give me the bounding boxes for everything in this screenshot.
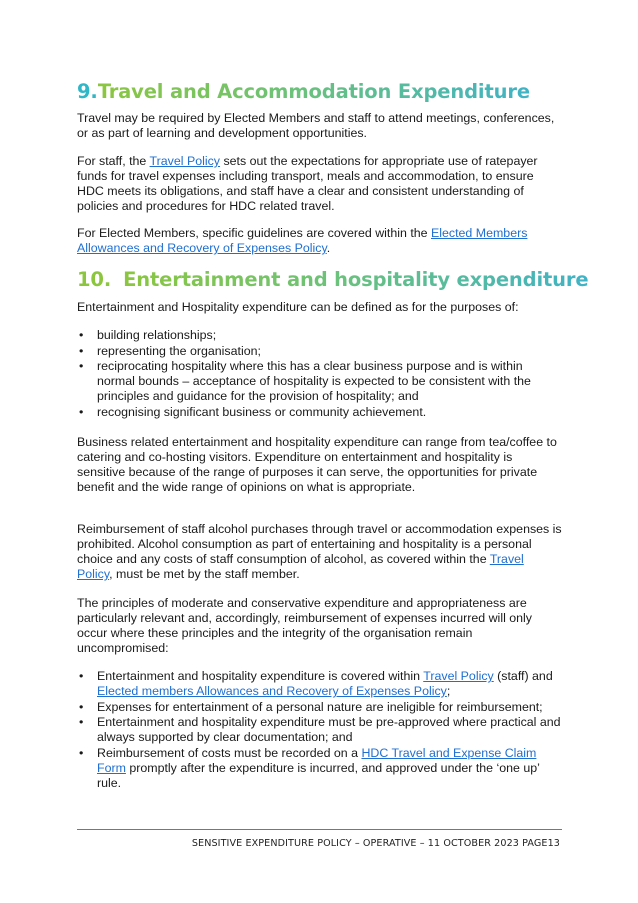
section-10-title: Entertainment and hospitality expenditure: [123, 268, 589, 291]
text-run: Entertainment and hospitality expenditure is covered within: [97, 669, 424, 683]
list-item: • reciprocating hospitality where this has a clear business purpose and is within normal bounds – acceptance of hospitality is expected to be consistent with the principles and guidance for the provision of hospitality; and: [77, 359, 562, 404]
list-item: • Expenses for entertainment of a personal nature are ineligible for reimbursement;: [77, 700, 562, 715]
section-9-paragraph-3: [77, 226, 562, 256]
text-run: ;: [446, 684, 451, 698]
section-9-paragraph-2: [77, 154, 562, 214]
principles-paragraph: The principles of moderate and conservative expenditure and appropriateness are particularly relevant and, accordingly, reimbursement of expenses incurred will only occur where these principles and the integrity of the organisation remain uncompromised:: [77, 596, 532, 655]
text-run: For Elected Members, specific guidelines are covered within the: [77, 226, 431, 240]
list-item: • building relationships;: [77, 328, 562, 343]
elected-members-policy-link[interactable]: Elected Members Allowances and Recovery of Expenses Policy: [77, 226, 528, 255]
travel-policy-link[interactable]: Travel Policy: [77, 552, 524, 581]
text-run: Reimbursement of costs must be recorded on a: [97, 745, 362, 760]
text-run: promptly after the expenditure is incurred, and approved under the ‘one up’ rule.: [97, 760, 540, 790]
section-10-intro: Entertainment and Hospitality expenditure can be defined as for the purposes of:: [77, 300, 519, 314]
text-run: For staff, the: [77, 154, 150, 168]
list-item: [77, 669, 562, 699]
business-paragraph: Business related entertainment and hospitality expenditure can range from tea/coffee to catering and co-hosting visitors. Expenditure on entertainment and hospitality is sensitive because of the range of purposes it can serve, the opportunities for private benefit and the wide range of opinions on what is appropriate.: [77, 435, 557, 494]
list-item: [77, 746, 562, 791]
claim-form-link[interactable]: HDC Travel and Expense Claim Form: [97, 745, 537, 775]
section-9-paragraph-1: Travel may be required by Elected Members and staff to attend meetings, conferences, or as part of learning and development opportunities.: [77, 111, 555, 140]
travel-policy-link[interactable]: Travel Policy: [423, 669, 494, 683]
text-run: , must be met by the staff member.: [109, 567, 300, 581]
footer-divider: [77, 829, 562, 830]
section-9-number: 9.: [77, 80, 98, 103]
text-run: sets out the expectations for appropriate use of ratepayer funds for travel expenses including transport, meals and accommodation, to ensure HDC meets its obligations, and staff have a clear and consistent understanding of policies and procedures for HDC related travel.: [77, 154, 538, 213]
section-10-heading: [77, 268, 588, 291]
list-item: • recognising significant business or community achievement.: [77, 405, 562, 420]
page-footer: SENSITIVE EXPENDITURE POLICY – OPERATIVE – 11 OCTOBER 2023 PAGE13: [191, 838, 560, 849]
list-item: • representing the organisation;: [77, 344, 562, 359]
travel-policy-link[interactable]: Travel Policy: [149, 154, 221, 168]
purposes-list: [77, 328, 562, 420]
section-9-title: Travel and Accommodation Expenditure: [97, 80, 530, 103]
elected-members-policy-link[interactable]: Elected members Allowances and Recovery of Expenses Policy: [97, 684, 447, 698]
text-run: (staff) and: [493, 669, 553, 683]
section-9-heading: [77, 80, 530, 103]
conditions-list: [77, 669, 562, 791]
text-run: Reimbursement of staff alcohol purchases through travel or accommodation expenses is prohibited. Alcohol consumption as part of entertaining and hospitality is a personal choice and any costs of staff consumption of alcohol, as covered within the: [77, 522, 562, 566]
text-run: .: [326, 241, 331, 255]
list-item: • Entertainment and hospitality expenditure must be pre-approved where practical and always supported by clear documentation; and: [77, 715, 562, 745]
alcohol-paragraph: [77, 522, 562, 582]
section-10-number: 10.: [77, 268, 112, 291]
